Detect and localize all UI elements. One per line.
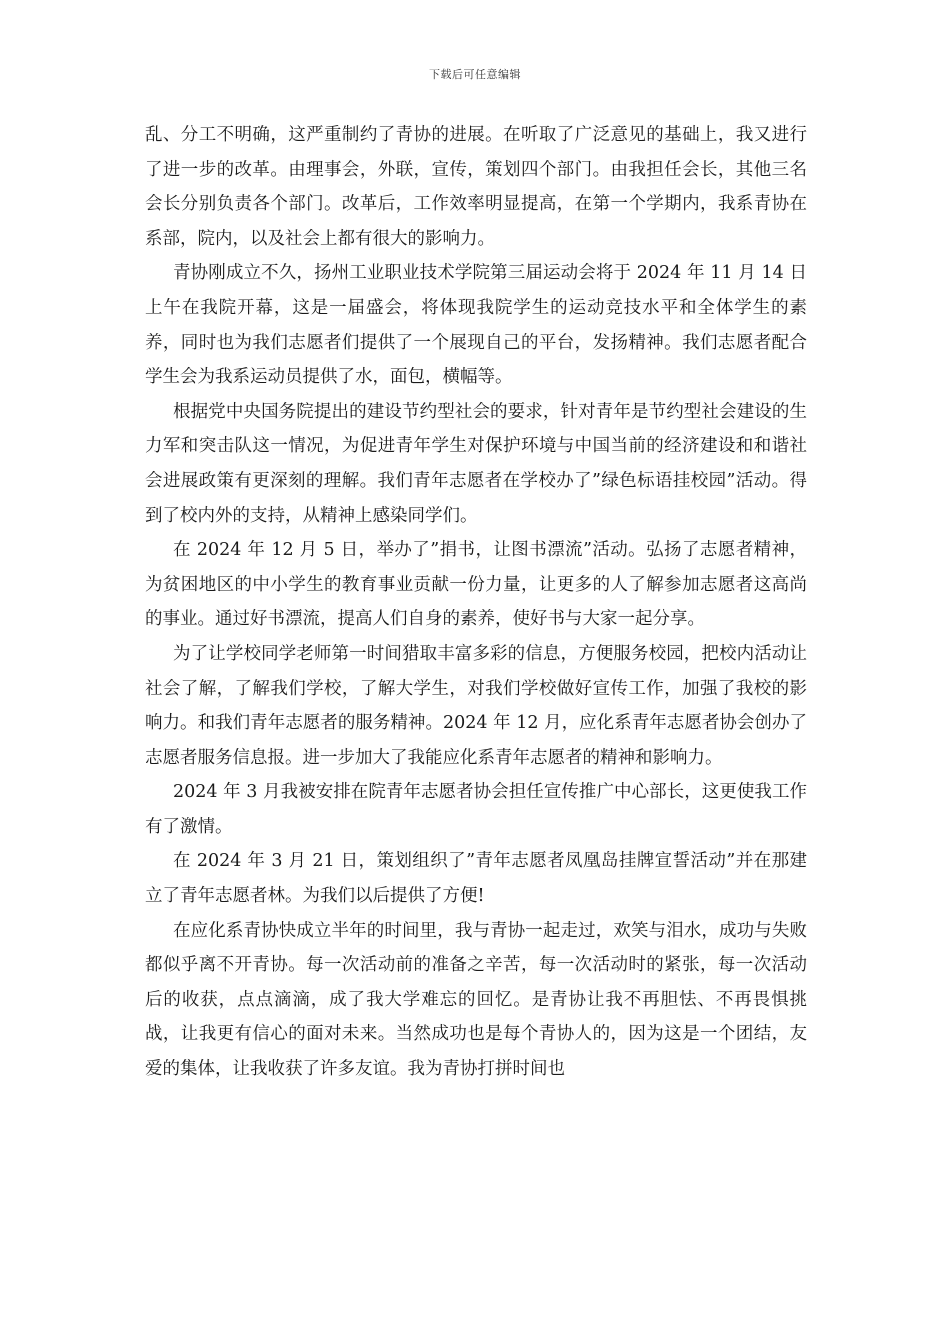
paragraph-2: 青协刚成立不久，扬州工业职业技术学院第三届运动会将于 2024 年 11 月 14 日上午在我院开幕，这是一届盛会，将体现我院学生的运动竞技水平和全体学生的素养，同时也为我们志愿者们提供了一个展现自己的平台，发扬精神。我们志愿者配合学生会为我系运动员提供了水，面包，横幅等。 [145, 263, 807, 388]
document-body [145, 118, 807, 1087]
paragraph-6: 2024 年 3 月我被安排在院青年志愿者协会担任宣传推广中心部长，这更使我工作有了激情。 [145, 782, 807, 837]
paragraph-4: 在 2024 年 12 月 5 日，举办了”捐书，让图书漂流”活动。弘扬了志愿者精神，为贫困地区的中小学生的教育事业贡献一份力量，让更多的人了解参加志愿者这高尚的事业。通过好书漂流，提高人们自身的素养，使好书与大家一起分享。 [145, 540, 807, 630]
paragraph-1: 乱、分工不明确，这严重制约了青协的进展。在听取了广泛意见的基础上，我又进行了进一步的改革。由理事会，外联，宣传，策划四个部门。由我担任会长，其他三名会长分别负责各个部门。改革后，工作效率明显提高，在第一个学期内，我系青协在系部，院内，以及社会上都有很大的影响力。 [145, 125, 807, 249]
paragraph-8: 在应化系青协快成立半年的时间里，我与青协一起走过，欢笑与泪水，成功与失败都似乎离不开青协。每一次活动前的准备之辛苦，每一次活动时的紧张，每一次活动后的收获，点点滴滴，成了我大学难忘的回忆。是青协让我不再胆怯、不再畏惧挑战，让我更有信心的面对未来。当然成功也是每个青协人的，因为这是一个团结，友爱的集体，让我收获了许多友谊。我为青协打拼时间也 [145, 920, 807, 1080]
paragraph-5: 为了让学校同学老师第一时间猎取丰富多彩的信息，方便服务校园，把校内活动让社会了解，了解我们学校，了解大学生，对我们学校做好宣传工作，加强了我校的影响力。和我们青年志愿者的服务精神。2024 年 12 月，应化系青年志愿者协会创办了志愿者服务信息报。进一步加大了我能应化系青年志愿者的精神和影响力。 [145, 643, 807, 768]
header-note: 下载后可任意编辑 [429, 68, 521, 81]
paragraph-7: 在 2024 年 3 月 21 日，策划组织了”青年志愿者凤凰岛挂牌宣誓活动”并在那建立了青年志愿者林。为我们以后提供了方便! [145, 851, 807, 907]
paragraph-3: 根据党中央国务院提出的建设节约型社会的要求，针对青年是节约型社会建设的生力军和突击队这一情况，为促进青年学生对保护环境与中国当前的经济建设和和谐社会进展政策有更深刻的理解。我们青年志愿者在学校办了”绿色标语挂校园”活动。得到了校内外的支持，从精神上感染同学们。 [145, 401, 807, 526]
